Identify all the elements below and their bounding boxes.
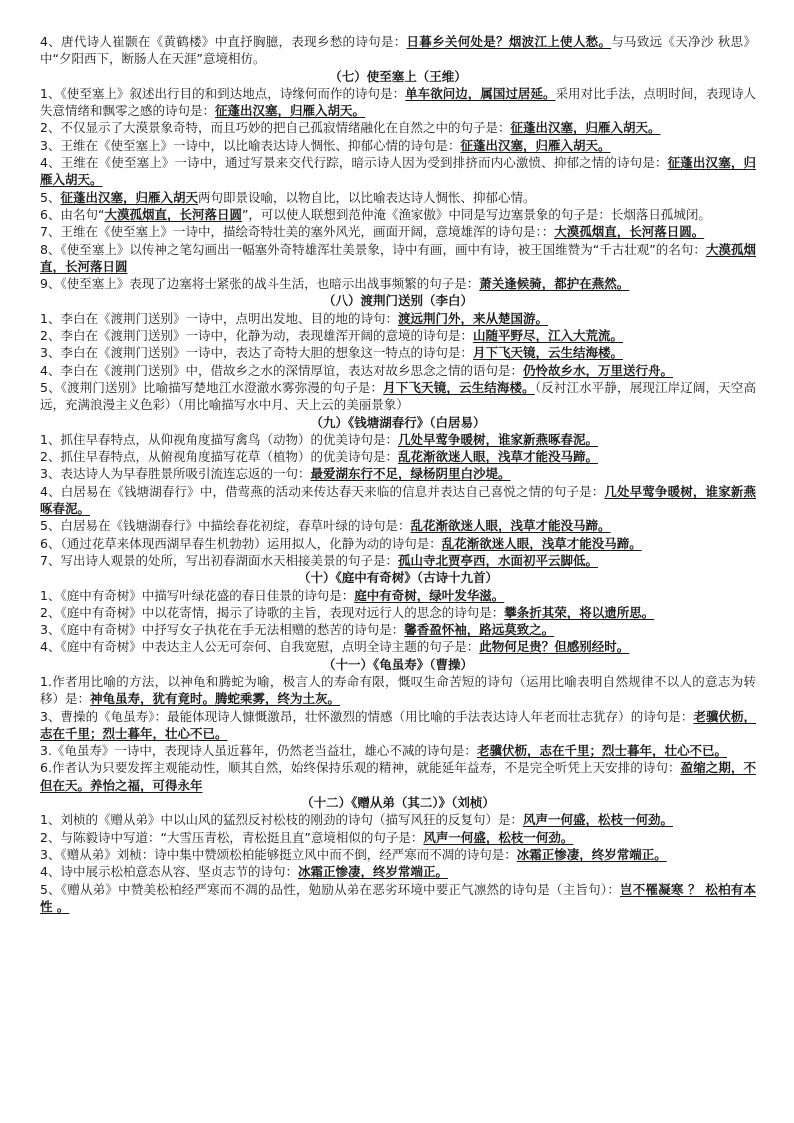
answer-text: 山随平野尽，江入大荒流。 xyxy=(472,328,623,344)
question-text: 4、李白在《渡荆门送别》中，借故乡之水的深情厚谊，表达对故乡思念之情的语句是： xyxy=(40,362,523,378)
question-text: 5、《渡荆门送别》比喻描写楚地江水澄澈水雾弥漫的句子是： xyxy=(40,379,384,395)
question-text: 3、曹操的《龟虽寿》：最能体现诗人慷慨激昂，壮怀激烈的情感（用比喻的手法表达诗人年老而壮志犹存）的诗句是： xyxy=(40,708,694,724)
question-text: 4、白居易在《钱塘湖春行》中，借莺燕的活动来传达春天来临的信息并表达自己喜悦之情的句子是： xyxy=(40,483,605,499)
question-text: 3、表达诗人为早春胜景所吸引流连忘返的一句： xyxy=(40,466,311,482)
answer-text: 老骥伏枥，志在千里；烈士暮年，壮心不已。 xyxy=(40,708,756,741)
question-text: 7、王维在《使至塞上》一诗中，描绘奇特壮美的塞外风光，画面开阔，意境雄浑的诗句是：： xyxy=(40,224,555,240)
question-text: 1、李白在《渡荆门送别》一诗中，点明出发地、目的地的诗句： xyxy=(40,310,398,326)
answer-text: 征蓬出汉塞，归雁入胡天。 xyxy=(510,120,661,136)
question-text: 2、《庭中有奇树》中以花寄情，揭示了诗歌的主旨，表现对远行人的思念的诗句是： xyxy=(40,604,505,620)
question-item xyxy=(40,483,756,518)
question-item xyxy=(40,154,756,189)
question-text: 3、《赠从弟》刘桢：诗中集中赞颂松柏能够挺立风中而不倒，经严寒而不凋的诗句是： xyxy=(40,846,517,862)
question-item xyxy=(40,587,756,604)
question-item xyxy=(40,189,756,206)
question-item xyxy=(40,552,756,569)
question-item xyxy=(40,448,756,465)
question-item xyxy=(40,310,756,327)
answer-text: 乱花渐欲迷人眼，浅草才能没马蹄。 xyxy=(441,535,642,551)
answer-text: 日暮乡关何处是？烟波江上使人愁。 xyxy=(406,34,612,49)
section-heading: （十二）《赠从弟（其二）》（刘桢） xyxy=(301,795,495,811)
answer-text: 征蓬出汉塞，归雁入胡天。 xyxy=(460,137,611,153)
question-item xyxy=(40,811,756,828)
question-text: 2、抓住早春特点，从俯视角度描写花草（植物）的优美诗句是： xyxy=(40,449,398,465)
question-item xyxy=(40,379,756,414)
question-item xyxy=(40,708,756,743)
question-text: 5、 xyxy=(40,189,61,205)
answer-text: 馨香盈怀袖，路远莫致之。 xyxy=(404,622,555,638)
question-text: 4、《庭中有奇树》中表达主人公无可奈何、自我宽慰，点明全诗主题的句子是： xyxy=(40,639,480,655)
answer-text: 盈缩之期，不但在天。养怡之福，可得永年 xyxy=(40,760,756,793)
question-text: 1、刘桢的《赠从弟》中以山风的猛烈反衬松枝的刚劲的诗句（描写风狂的反复句）是： xyxy=(40,812,523,828)
answer-text: 神龟虽寿，犹有竟时。腾蛇乘雾，终为土灰。 xyxy=(90,691,341,707)
document-body xyxy=(40,33,756,915)
answer-text: 征蓬出汉塞，归雁入胡天。 xyxy=(215,103,366,119)
question-text: 3、李白在《渡荆门送别》一诗中，表达了奇特大胆的想象这一特点的诗句是： xyxy=(40,345,473,361)
answer-text: 几处早莺争暖树，谁家新燕啄春泥。 xyxy=(40,483,756,517)
question-text: 4、唐代诗人崔颢在《黄鹤楼》中直抒胸臆，表现乡愁的诗句是： xyxy=(40,34,407,49)
question-item xyxy=(40,241,756,276)
question-item xyxy=(40,431,756,448)
question-text: 两句即景设喻，以物自比，以比喻表达诗人惆怅、抑郁心情。 xyxy=(197,189,536,205)
question-text: 3.《龟虽寿》一诗中，表现诗人虽近暮年，仍然老当益壮，雄心不减的诗句是： xyxy=(40,743,477,759)
question-text: 5、白居易在《钱塘湖春行》中描绘春花初绽，春草叶绿的诗句是： xyxy=(40,518,411,534)
question-item xyxy=(40,85,756,120)
question-text: 8、《使至塞上》以传神之笔勾画出一幅塞外奇特雄浑壮美景象，诗中有画，画中有诗，被王国维赞为“千古壮观”的名句： xyxy=(40,241,706,257)
question-text: 采用对比手法，点明时间，表现诗人失意情绪和飘零之感的诗句是： xyxy=(40,85,756,119)
answer-text: 攀条折其荣，将以遗所思。 xyxy=(504,604,655,620)
answer-text: 月下飞天镜，云生结海楼。 xyxy=(383,379,535,395)
question-text: 2、与陈毅诗中写道：“大雪压青松，青松挺且直”意境相似的句子是： xyxy=(40,829,424,845)
answer-text: 几处早莺争暖树，谁家新燕啄春泥。 xyxy=(397,431,598,447)
section-heading: （十）《庭中有奇树》（古诗十九首） xyxy=(297,570,498,586)
question-item xyxy=(40,604,756,621)
question-text: 6、（通过花草来体现西湖早春生机勃勃）运用拟人，化静为动的诗句是： xyxy=(40,535,442,551)
answer-text: 乱花渐欲迷人眼，浅草才能没马蹄。 xyxy=(410,518,611,534)
question-text: 2、李白在《渡荆门送别》一诗中，化静为动，表现雄浑开阔的意境的诗句是： xyxy=(40,328,473,344)
question-item xyxy=(40,137,756,154)
question-item xyxy=(40,829,756,846)
answer-text: 冰霜正惨凄，终岁常端正。 xyxy=(297,864,448,880)
question-item xyxy=(40,535,756,552)
answer-text: 大漠孤烟直，长河落日圆。 xyxy=(554,224,705,240)
answer-text: 最爱湖东行不足，绿杨阴里白沙堤。 xyxy=(310,466,511,482)
question-item xyxy=(40,759,756,794)
question-item xyxy=(40,638,756,655)
question-text: 2、不仅显示了大漠景象奇特，而且巧妙的把自己孤寂情绪融化在自然之中的句子是： xyxy=(40,120,511,136)
answer-text: 大漠孤烟直，长河落日圆 xyxy=(104,206,242,222)
question-item xyxy=(40,621,756,638)
question-text: 6.作者认为只要发挥主观能动性，顺其自然，始终保持乐观的精神，就能延年益寿，不是完全听凭上天安排的诗句： xyxy=(40,760,681,776)
question-text: 7、写出诗人观景的处所，写出初春湖面水天相接美景的句子是： xyxy=(40,552,398,568)
answer-text: 月下飞天镜，云生结海楼。 xyxy=(472,345,623,361)
section-heading: （十一）《龟虽寿》（曹操） xyxy=(322,656,473,672)
answer-text: 冰霜正惨凄，终岁常端正。 xyxy=(516,846,667,862)
question-item xyxy=(40,863,756,880)
question-item xyxy=(40,119,756,136)
question-item xyxy=(40,206,756,223)
answer-text: 孤山寺北贾亭西，水面初平云脚低。 xyxy=(397,552,598,568)
question-text: 9、《使至塞上》表现了边塞将士紧张的战斗生活，也暗示出战事频繁的句子是： xyxy=(40,276,480,292)
question-text: 1、《使至塞上》叙述出行目的和到达地点，诗缘何而作的诗句是： xyxy=(40,85,406,101)
answer-text: 单车欲问边，属国过居延。 xyxy=(405,85,556,101)
section-heading: （八）渡荆门送别（李白） xyxy=(322,293,473,309)
answer-text: 老骥伏枥，志在千里；烈士暮年，壮心不已。 xyxy=(476,743,727,759)
question-text: 1.作者用比喻的方法，以神龟和腾蛇为喻，极言人的寿命有限，慨叹生命苦短的诗句（运用比喻表明自然规律不以人的意志为转移）是： xyxy=(40,673,756,707)
answer-text: 此物何足贵？但感别经时。 xyxy=(479,639,630,655)
question-item xyxy=(40,33,756,68)
question-item xyxy=(40,846,756,863)
question-text: 3、《庭中有奇树》中抒写女子执花在手无法相赠的愁苦的诗句是： xyxy=(40,622,405,638)
answer-text: 岂不罹凝寒 ？ 松柏有本性 。 xyxy=(40,881,756,914)
question-item xyxy=(40,465,756,482)
answer-text: 庭中有奇树，绿叶发华滋。 xyxy=(354,587,505,603)
question-text: 5、《赠从弟》中赞美松柏经严寒而不凋的品性，勉励从弟在恶劣环境中要正气凛然的诗句是（主旨句）： xyxy=(40,881,621,897)
question-item xyxy=(40,517,756,534)
answer-text: 萧关逢候骑，都护在燕然。 xyxy=(479,276,630,292)
question-item xyxy=(40,362,756,379)
section-heading: （七）使至塞上（王维） xyxy=(329,68,467,84)
answer-text: 大漠孤烟直，长河落日圆 xyxy=(40,241,756,274)
question-item xyxy=(40,223,756,240)
answer-text: 征蓬出汉塞，归雁入胡天。 xyxy=(40,155,756,188)
section-heading: （九）《钱塘湖春行》（白居易） xyxy=(310,414,486,430)
answer-text: 风声一何盛，松枝一何劲。 xyxy=(423,829,574,845)
question-text: 1、抓住早春特点，从仰视角度描写禽鸟（动物）的优美诗句是： xyxy=(40,431,398,447)
answer-text: 仍怜故乡水，万里送行舟。 xyxy=(522,362,673,378)
question-text: 4、诗中展示松柏意态从容、坚贞志节的诗句： xyxy=(40,864,298,880)
question-text: 3、王维在《使至塞上》一诗中，以比喻表达诗人惆怅、抑郁心情的诗句是： xyxy=(40,137,461,153)
question-text: 6、由名句“ xyxy=(40,206,105,222)
answer-text: 渡远荆门外，来从楚国游。 xyxy=(397,310,548,326)
answer-text: 征蓬出汉塞，归雁入胡天 xyxy=(60,189,198,205)
question-item xyxy=(40,881,756,916)
question-text: （反衬江水平静，展现江岸辽阔，天空高远，充满浪漫主义色彩）（用比喻描写水中月、天上云的美丽景象） xyxy=(40,379,756,413)
question-text: 与马致远《天净沙 秋思》中“夕阳西下，断肠人在天涯”意境相仿。 xyxy=(40,34,756,67)
question-text: 4、王维在《使至塞上》一诗中，通过写景来交代行踪，暗示诗人因为受到排挤而内心激愤、抑郁之情的诗句是： xyxy=(40,155,668,171)
question-item xyxy=(40,742,756,759)
question-text: ”，可以使人联想到范仲淹《渔家傲》中同是写边塞景象的句子是：长烟落日孤城闭。 xyxy=(241,206,711,222)
question-text: 1、《庭中有奇树》中描写叶绿花盛的春日佳景的诗句是： xyxy=(40,587,355,603)
question-item xyxy=(40,275,756,292)
answer-text: 乱花渐欲迷人眼，浅草才能没马蹄。 xyxy=(397,449,598,465)
answer-text: 风声一何盛，松枝一何劲。 xyxy=(522,812,673,828)
question-item xyxy=(40,344,756,361)
question-item xyxy=(40,673,756,708)
question-item xyxy=(40,327,756,344)
